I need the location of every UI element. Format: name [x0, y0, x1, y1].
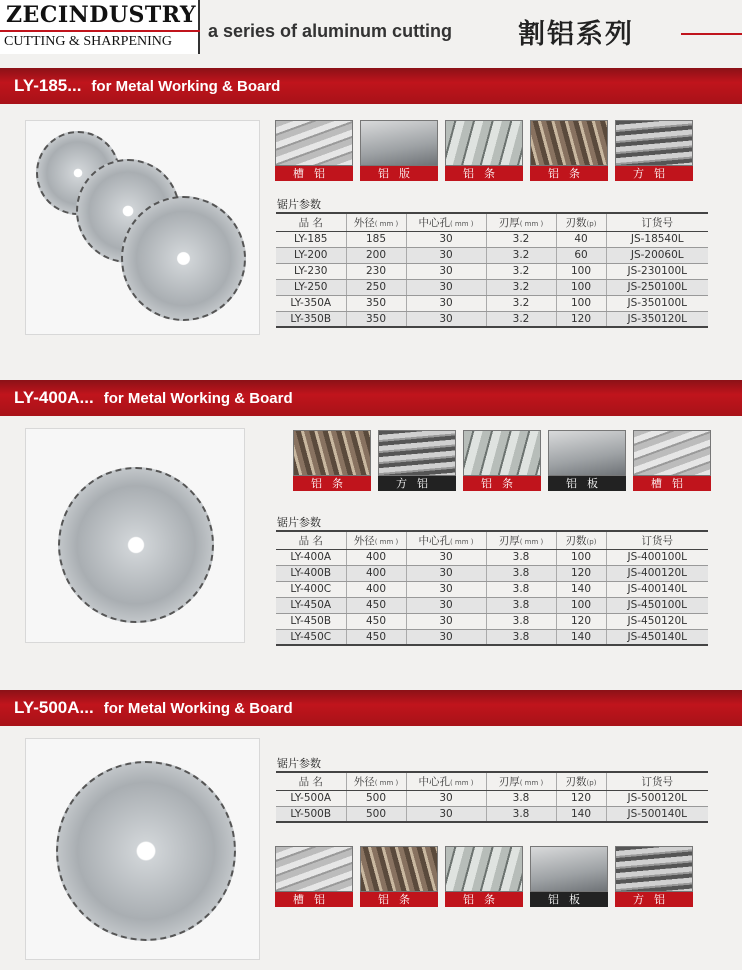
material-item — [360, 846, 438, 907]
col-header-diameter: 外径( mm ) — [346, 772, 406, 790]
table-row: LY-500B 500 30 3.8 140 JS-500140L — [276, 806, 708, 822]
material-item — [633, 430, 711, 491]
material-item — [378, 430, 456, 491]
material-label: 铝条 — [530, 166, 608, 181]
section-code: LY-185... — [14, 76, 82, 95]
material-label: 铝条 — [463, 476, 541, 491]
spec-label: 锯片参数 — [277, 757, 321, 770]
material-image — [445, 846, 523, 892]
brand-name: ZECINDUSTRY — [6, 2, 197, 28]
material-image — [530, 120, 608, 166]
section-subtitle: for Metal Working & Board — [103, 700, 293, 717]
material-item — [463, 430, 541, 491]
material-image — [275, 120, 353, 166]
table-row: LY-350A 350 30 3.2 100 JS-350100L — [276, 295, 708, 311]
section-band-ly500a — [0, 690, 742, 726]
saw-blade-image — [56, 761, 236, 941]
section-subtitle: for Metal Working & Board — [91, 78, 281, 95]
col-header-order-no: 订货号 — [606, 531, 708, 549]
material-image — [530, 846, 608, 892]
table-row: LY-500A 500 30 3.8 120 JS-500120L — [276, 790, 708, 806]
table-row: LY-400A 400 30 3.8 100 JS-400100L — [276, 549, 708, 565]
series-title-en: a series of aluminum cutting — [208, 21, 453, 41]
material-image — [378, 430, 456, 476]
section-title — [14, 76, 280, 96]
product-photo — [25, 120, 260, 335]
material-image — [293, 430, 371, 476]
saw-blade-image — [121, 196, 246, 321]
table-row: LY-350B 350 30 3.2 120 JS-350120L — [276, 311, 708, 327]
col-header-bore: 中心孔( mm ) — [406, 772, 486, 790]
material-label: 铝条 — [445, 892, 523, 907]
table-row: LY-200 200 30 3.2 60 JS-20060L — [276, 247, 708, 263]
product-photo — [25, 428, 245, 643]
table-row: LY-250 250 30 3.2 100 JS-250100L — [276, 279, 708, 295]
section-code: LY-400A... — [14, 388, 94, 407]
col-header-thickness: 刃厚( mm ) — [486, 213, 556, 231]
col-header-order-no: 订货号 — [606, 772, 708, 790]
section-subtitle: for Metal Working & Board — [103, 390, 293, 407]
material-label: 铝条 — [445, 166, 523, 181]
material-label: 槽铝 — [633, 476, 711, 491]
material-image — [633, 430, 711, 476]
series-title-cn: 割铝系列 — [518, 19, 634, 50]
table-row: LY-230 230 30 3.2 100 JS-230100L — [276, 263, 708, 279]
material-item — [530, 120, 608, 181]
material-label: 铝版 — [360, 166, 438, 181]
material-item — [445, 120, 523, 181]
material-label: 铝条 — [360, 892, 438, 907]
material-image — [445, 120, 523, 166]
material-item — [360, 120, 438, 181]
material-item — [615, 120, 693, 181]
section-band-ly185 — [0, 68, 742, 104]
table-row: LY-450A 450 30 3.8 100 JS-450100L — [276, 597, 708, 613]
table-row: LY-185 185 30 3.2 40 JS-18540L — [276, 231, 708, 247]
saw-blade-image — [58, 467, 214, 623]
material-image — [360, 120, 438, 166]
material-image — [615, 120, 693, 166]
material-image — [463, 430, 541, 476]
material-label: 槽铝 — [275, 892, 353, 907]
spec-table — [276, 212, 708, 328]
col-header-teeth: 刃数(p) — [556, 531, 606, 549]
table-row: LY-450C 450 30 3.8 140 JS-450140L — [276, 629, 708, 645]
material-item — [548, 430, 626, 491]
spec-table — [276, 530, 708, 646]
col-header-order-no: 订货号 — [606, 213, 708, 231]
material-label: 槽铝 — [275, 166, 353, 181]
spec-label: 锯片参数 — [277, 198, 321, 211]
col-header-diameter: 外径( mm ) — [346, 213, 406, 231]
section-title — [14, 388, 293, 408]
material-item — [530, 846, 608, 907]
material-image — [615, 846, 693, 892]
material-image — [360, 846, 438, 892]
col-header-thickness: 刃厚( mm ) — [486, 772, 556, 790]
material-label: 方铝 — [615, 892, 693, 907]
material-image — [548, 430, 626, 476]
material-label: 铝板 — [548, 476, 626, 491]
brand-divider — [0, 30, 200, 32]
col-header-thickness: 刃厚( mm ) — [486, 531, 556, 549]
col-header-name: 品 名 — [276, 213, 346, 231]
material-item — [275, 846, 353, 907]
spec-table — [276, 771, 708, 823]
col-header-bore: 中心孔( mm ) — [406, 213, 486, 231]
col-header-teeth: 刃数(p) — [556, 213, 606, 231]
material-item — [293, 430, 371, 491]
material-label: 铝板 — [530, 892, 608, 907]
col-header-name: 品 名 — [276, 772, 346, 790]
spec-label: 锯片参数 — [277, 516, 321, 529]
col-header-name: 品 名 — [276, 531, 346, 549]
material-label: 铝条 — [293, 476, 371, 491]
material-item — [445, 846, 523, 907]
material-item — [615, 846, 693, 907]
product-photo — [25, 738, 260, 960]
brand-box — [0, 0, 200, 54]
table-row: LY-400B 400 30 3.8 120 JS-400120L — [276, 565, 708, 581]
table-row: LY-450B 450 30 3.8 120 JS-450120L — [276, 613, 708, 629]
section-title — [14, 698, 293, 718]
section-band-ly400a — [0, 380, 742, 416]
brand-tagline: CUTTING & SHARPENING — [4, 34, 172, 49]
section-code: LY-500A... — [14, 698, 94, 717]
col-header-teeth: 刃数(p) — [556, 772, 606, 790]
material-item — [275, 120, 353, 181]
material-label: 方铝 — [615, 166, 693, 181]
material-image — [275, 846, 353, 892]
table-row: LY-400C 400 30 3.8 140 JS-400140L — [276, 581, 708, 597]
col-header-bore: 中心孔( mm ) — [406, 531, 486, 549]
col-header-diameter: 外径( mm ) — [346, 531, 406, 549]
material-label: 方铝 — [378, 476, 456, 491]
series-divider — [681, 33, 742, 35]
